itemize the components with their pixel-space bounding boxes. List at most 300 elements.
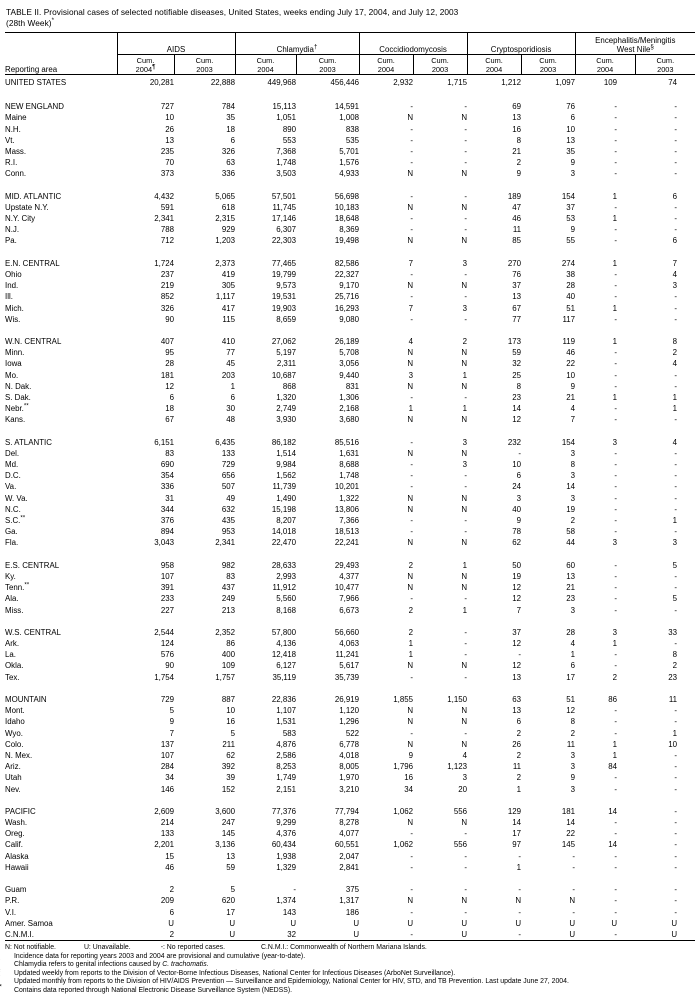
row-spacer-cell — [5, 683, 695, 694]
row-value: 1,120 — [339, 706, 360, 716]
row-value: 13 — [566, 135, 576, 145]
footnote-pilcrow: Updated monthly from reports to the Division of HIV/AIDS Prevention — Surveillance and Epidemiology, National Center for HIV, STD, and TB Prevention. Last update June 27, 2004. — [14, 978, 569, 986]
row-value: - — [614, 113, 618, 123]
row-reporting-area: MOUNTAIN — [5, 695, 47, 704]
row-value: N — [461, 493, 468, 503]
row-value: 10,183 — [334, 202, 360, 212]
row-reporting-area: C.N.M.I. — [5, 929, 34, 939]
row-value: 1,329 — [276, 862, 297, 872]
table-row — [5, 314, 695, 325]
row-value: - — [674, 158, 678, 168]
row-value: 6 — [169, 393, 174, 402]
row-value: - — [614, 460, 618, 470]
row-value: 1,715 — [447, 78, 468, 87]
table-row — [5, 716, 695, 727]
row-value: 90 — [165, 314, 174, 324]
row-reporting-area: V.I. — [5, 907, 17, 917]
row-value: 154 — [561, 191, 576, 201]
row-value: 8,005 — [339, 762, 360, 772]
row-value: N — [461, 818, 468, 828]
row-value: 7 — [169, 728, 174, 738]
row-value: 375 — [345, 885, 360, 895]
row-value: 2,586 — [276, 750, 297, 760]
row-value: - — [674, 169, 678, 179]
row-value: 56,698 — [334, 191, 360, 201]
row-value: 632 — [221, 504, 236, 514]
row-value: - — [614, 862, 618, 872]
row-value: 11 — [668, 695, 678, 704]
row-value: 27,062 — [271, 337, 297, 347]
row-value: - — [410, 829, 414, 839]
row-value: 2 — [408, 627, 414, 637]
row-value: 30 — [226, 404, 236, 414]
row-value: N — [461, 706, 468, 716]
row-reporting-area: Ohio — [5, 269, 22, 279]
row-value: 2,311 — [276, 359, 297, 369]
row-value: 14 — [512, 404, 522, 414]
row-value: 181 — [160, 370, 174, 380]
row-value: 57,501 — [271, 191, 297, 201]
row-reporting-area: Alaska — [5, 851, 29, 861]
table-row — [5, 124, 695, 135]
row-value: 1,576 — [339, 158, 360, 168]
row-value: 2,315 — [215, 214, 236, 224]
row-value: 2 — [570, 728, 576, 738]
row-value: N — [461, 538, 468, 548]
row-value: 23 — [668, 672, 678, 682]
row-value: 45 — [226, 359, 236, 369]
row-value: - — [674, 773, 678, 783]
row-value: - — [674, 135, 678, 145]
row-value: 11,745 — [272, 202, 297, 212]
row-spacer-cell — [5, 616, 695, 627]
row-value: 1,724 — [154, 258, 174, 268]
row-value: 203 — [221, 370, 236, 380]
row-value: 10 — [566, 370, 576, 380]
row-value: - — [410, 102, 414, 112]
row-value: 7 — [408, 258, 414, 268]
table-row — [5, 191, 695, 202]
row-value: 19 — [566, 504, 576, 514]
row-value: - — [614, 169, 618, 179]
row-value: 8 — [672, 337, 678, 347]
row-reporting-area: E.N. CENTRAL — [5, 258, 60, 268]
row-value: 86 — [226, 639, 236, 649]
row-reporting-area: Okla. — [5, 661, 24, 671]
row-reporting-area: S. Dak. — [5, 393, 31, 402]
row-value: 76 — [512, 269, 522, 279]
row-reporting-area: S.C.** — [5, 514, 26, 526]
row-value: - — [464, 135, 468, 145]
row-value: - — [464, 885, 468, 895]
table-row — [5, 291, 695, 302]
row-reporting-area: Nev. — [5, 784, 21, 794]
row-value: - — [614, 482, 618, 492]
row-value: 326 — [221, 146, 236, 156]
footnote-asterisk: Incidence data for reporting years 2003 and 2004 are provisional and cumulative (year-to-date). — [14, 952, 306, 960]
table-row — [5, 157, 695, 168]
row-value: 137 — [160, 739, 174, 749]
row-value: 1,490 — [276, 493, 297, 503]
row-reporting-area: Wyo. — [5, 728, 23, 738]
row-value: 556 — [453, 806, 468, 816]
row-spacer-cell — [5, 549, 695, 560]
row-value: 59 — [226, 862, 236, 872]
row-spacer-cell — [5, 795, 695, 806]
row-value: 3 — [570, 605, 576, 615]
row-reporting-area: Minn. — [5, 348, 25, 358]
table-row — [5, 392, 695, 403]
row-spacer — [5, 616, 695, 627]
row-spacer-cell — [5, 179, 695, 190]
row-value: 62 — [512, 538, 522, 548]
table-row — [5, 627, 695, 638]
row-value: 10 — [512, 460, 522, 470]
row-value: 2,341 — [154, 214, 174, 224]
table-row — [5, 336, 695, 347]
row-value: 284 — [160, 762, 174, 772]
table-row — [5, 403, 695, 414]
row-value: - — [674, 471, 678, 481]
row-value: 1 — [408, 650, 414, 660]
row-value: 2 — [408, 560, 414, 570]
row-value: 336 — [160, 482, 174, 492]
row-value: - — [464, 214, 468, 224]
row-value: 1,322 — [339, 493, 360, 503]
table-row — [5, 582, 695, 593]
row-value: 376 — [160, 516, 174, 526]
row-reporting-area: PACIFIC — [5, 806, 36, 816]
row-value: 1,317 — [339, 896, 360, 906]
row-value: - — [674, 762, 678, 772]
row-value: U — [461, 918, 468, 928]
row-value: 26 — [512, 739, 522, 749]
row-value: - — [674, 750, 678, 760]
row-value: - — [614, 818, 618, 828]
row-value: 35 — [226, 113, 236, 123]
table-row — [5, 303, 695, 314]
row-value: - — [614, 650, 618, 660]
table-row — [5, 649, 695, 660]
row-value: 419 — [221, 269, 236, 279]
row-value: 1,306 — [339, 393, 360, 402]
row-value: 232 — [507, 437, 522, 447]
table-body — [5, 75, 695, 941]
row-value: - — [410, 672, 414, 682]
row-value: 1 — [462, 605, 468, 615]
header-corner-blank — [5, 33, 117, 55]
row-value: 5,708 — [339, 348, 360, 358]
row-value: 219 — [160, 281, 174, 291]
row-reporting-area: La. — [5, 650, 16, 660]
table-row — [5, 202, 695, 213]
row-value: - — [614, 135, 618, 145]
row-value: 86 — [608, 695, 618, 704]
row-value: 97 — [512, 840, 522, 850]
row-spacer-cell — [5, 426, 695, 437]
row-value: - — [464, 594, 468, 604]
row-value: U — [569, 929, 576, 939]
row-value: 7,966 — [339, 594, 360, 604]
row-value: 887 — [221, 695, 236, 704]
row-value: - — [464, 482, 468, 492]
row-value: N — [461, 571, 468, 581]
row-value: 3 — [570, 784, 576, 794]
row-value: - — [464, 851, 468, 861]
row-value: N — [407, 706, 414, 716]
row-value: 1 — [672, 393, 678, 402]
row-value: - — [464, 471, 468, 481]
table-row — [5, 571, 695, 582]
row-value: 583 — [282, 728, 297, 738]
row-value: 13,806 — [334, 504, 360, 514]
row-value: 77,465 — [271, 258, 297, 268]
header-crypto-cum-2003: Cum. 2003 — [521, 55, 575, 75]
row-value: 8 — [570, 460, 576, 470]
row-reporting-area: N.Y. City — [5, 214, 36, 224]
row-value: 838 — [345, 124, 360, 134]
row-value: - — [614, 370, 618, 380]
row-value: 2 — [612, 672, 618, 682]
row-value: 9 — [570, 381, 576, 391]
row-value: N — [407, 538, 414, 548]
row-value: 13 — [512, 292, 522, 302]
row-value: 77 — [512, 314, 522, 324]
group-header-cryptosporidiosis: Cryptosporidiosis — [467, 33, 575, 55]
row-value: N — [407, 818, 414, 828]
row-value: - — [614, 381, 618, 391]
row-value: - — [614, 885, 618, 895]
table-row — [5, 459, 695, 470]
table-row — [5, 504, 695, 515]
row-footnote-mark: ** — [24, 581, 30, 589]
row-value: 6 — [516, 471, 522, 481]
header-westnile-cum-2003: Cum. 2003 — [635, 55, 695, 75]
row-value: 1 — [570, 650, 576, 660]
table-row — [5, 168, 695, 179]
row-reporting-area: Oreg. — [5, 829, 25, 839]
row-value: 77,794 — [334, 806, 360, 816]
row-value: 59 — [512, 348, 522, 358]
row-value: 410 — [221, 337, 236, 347]
row-value: 214 — [160, 818, 174, 828]
row-value: 26 — [165, 124, 174, 134]
row-value: - — [614, 269, 618, 279]
row-value: 3 — [570, 750, 576, 760]
row-value: 14 — [512, 818, 522, 828]
header-aids-cum-2004: Cum. 2004¶ — [117, 55, 174, 75]
row-value: 28 — [165, 359, 174, 369]
table-row — [5, 694, 695, 705]
page-title — [0, 0, 700, 29]
row-value: 22 — [566, 359, 576, 369]
row-reporting-area: Tenn.** — [5, 581, 30, 593]
row-value: N — [407, 661, 414, 671]
row-value: 9,984 — [276, 460, 297, 470]
row-value: 49 — [226, 493, 236, 503]
row-value: N — [407, 202, 414, 212]
row-value: N — [407, 896, 414, 906]
row-value: - — [410, 158, 414, 168]
row-value: 1,123 — [447, 762, 468, 772]
row-reporting-area: Ill. — [5, 292, 13, 302]
row-value: 8,207 — [276, 516, 297, 526]
row-value: 15,198 — [271, 504, 297, 514]
row-value: 3,056 — [339, 359, 360, 369]
row-value: 21 — [566, 583, 576, 593]
row-value: 12 — [512, 415, 522, 425]
header-group-row — [5, 33, 695, 55]
row-value: 1,749 — [276, 773, 297, 783]
row-value: 5 — [169, 706, 174, 716]
row-value: 145 — [561, 840, 576, 850]
row-value: 2,932 — [393, 78, 414, 87]
row-value: 2 — [516, 728, 522, 738]
row-value: N — [461, 415, 468, 425]
row-value: 1 — [612, 393, 618, 402]
row-spacer — [5, 325, 695, 336]
row-value: 82,586 — [334, 258, 360, 268]
row-value: N — [461, 359, 468, 369]
row-value: 1,374 — [276, 896, 297, 906]
header-reporting-area: Reporting area — [5, 55, 117, 75]
table-row — [5, 806, 695, 817]
row-value: 51 — [566, 303, 576, 313]
row-value: 11,912 — [272, 583, 297, 593]
row-value: - — [572, 862, 576, 872]
row-value: 146 — [160, 784, 174, 794]
row-value: 1 — [230, 381, 236, 391]
row-value: 2,341 — [215, 538, 236, 548]
row-value: N — [461, 583, 468, 593]
row-value: - — [674, 851, 678, 861]
row-value: 868 — [282, 381, 297, 391]
row-value: 14,591 — [334, 102, 360, 112]
row-value: N — [461, 113, 468, 123]
title-footnote-mark: * — [51, 17, 55, 25]
row-value: N — [461, 896, 468, 906]
row-value: 2,047 — [339, 851, 360, 861]
row-value: 38 — [566, 269, 576, 279]
row-value: 507 — [221, 482, 236, 492]
row-value: 1 — [516, 784, 522, 794]
row-value: 13 — [512, 706, 522, 716]
row-footnote-mark: ** — [20, 514, 26, 522]
row-value: N — [461, 739, 468, 749]
row-value: 67 — [512, 303, 522, 313]
row-value: 1 — [612, 750, 618, 760]
row-value: - — [464, 102, 468, 112]
table-row — [5, 593, 695, 604]
table-row — [5, 358, 695, 369]
row-value: - — [464, 269, 468, 279]
row-value: 129 — [507, 806, 522, 816]
row-value: N — [461, 504, 468, 514]
row-value: - — [674, 124, 678, 134]
row-value: N — [407, 571, 414, 581]
row-reporting-area: N.J. — [5, 225, 20, 235]
row-value: 3 — [612, 538, 618, 548]
row-reporting-area: Del. — [5, 448, 20, 458]
row-value: 1,796 — [393, 762, 414, 772]
row-value: 3 — [612, 437, 618, 447]
group-header-encephalitis-west-nile: Encephalitis/Meningitis West Nile§ — [575, 33, 695, 55]
row-value: - — [464, 672, 468, 682]
row-value: 1,970 — [339, 773, 360, 783]
row-value: U — [611, 918, 618, 928]
row-value: 1 — [672, 404, 678, 414]
table-row — [5, 280, 695, 291]
header-chlamydia-cum-2004: Cum. 2004 — [235, 55, 296, 75]
row-reporting-area: Iowa — [5, 359, 22, 369]
row-reporting-area: Utah — [5, 773, 22, 783]
row-value: 40 — [566, 292, 576, 302]
row-reporting-area: D.C. — [5, 471, 21, 481]
row-value: 9 — [516, 516, 522, 526]
row-value: N — [407, 381, 414, 391]
row-value: - — [674, 840, 678, 850]
row-value: - — [614, 102, 618, 112]
row-value: - — [410, 393, 414, 402]
row-value: - — [674, 504, 678, 514]
row-value: 2,373 — [215, 258, 236, 268]
row-value: 354 — [160, 471, 174, 481]
row-value: 1,008 — [339, 113, 360, 123]
row-value: 2 — [408, 605, 414, 615]
row-value: 3 — [462, 460, 468, 470]
table-bottom-rule — [5, 940, 695, 941]
west-nile-footnote-mark: § — [650, 43, 654, 51]
row-value: N — [461, 661, 468, 671]
row-value: 1 — [516, 862, 522, 872]
row-value: 1 — [612, 303, 618, 313]
row-value: 437 — [221, 583, 236, 593]
row-value: 417 — [221, 303, 236, 313]
row-value: - — [410, 214, 414, 224]
row-value: - — [674, 907, 678, 917]
row-value: 11,739 — [272, 482, 297, 492]
row-reporting-area: Miss. — [5, 605, 24, 615]
table-row — [5, 862, 695, 873]
row-reporting-area: Nebr.** — [5, 402, 29, 414]
row-value: 1,631 — [339, 448, 360, 458]
row-spacer — [5, 247, 695, 258]
row-reporting-area: Ga. — [5, 527, 18, 537]
row-value: 85,516 — [334, 437, 360, 447]
row-value: 729 — [221, 460, 236, 470]
row-value: 13 — [512, 113, 522, 123]
row-value: - — [674, 862, 678, 872]
row-value: 6,307 — [276, 225, 297, 235]
row-value: 83 — [165, 448, 174, 458]
row-value: 78 — [512, 527, 522, 537]
row-value: 274 — [561, 258, 576, 268]
row-value: - — [674, 113, 678, 123]
row-value: N — [407, 113, 414, 123]
row-value: 28,633 — [271, 560, 297, 570]
row-reporting-area: Calif. — [5, 840, 23, 850]
table-row — [5, 672, 695, 683]
row-value: 46 — [512, 214, 522, 224]
row-value: 3,210 — [339, 784, 360, 794]
row-value: 9 — [169, 717, 174, 727]
row-value: 4,136 — [276, 639, 297, 649]
table-row — [5, 101, 695, 112]
row-value: 17 — [512, 829, 522, 839]
row-value: - — [674, 885, 678, 895]
row-value: 407 — [160, 337, 174, 347]
row-value: - — [674, 482, 678, 492]
